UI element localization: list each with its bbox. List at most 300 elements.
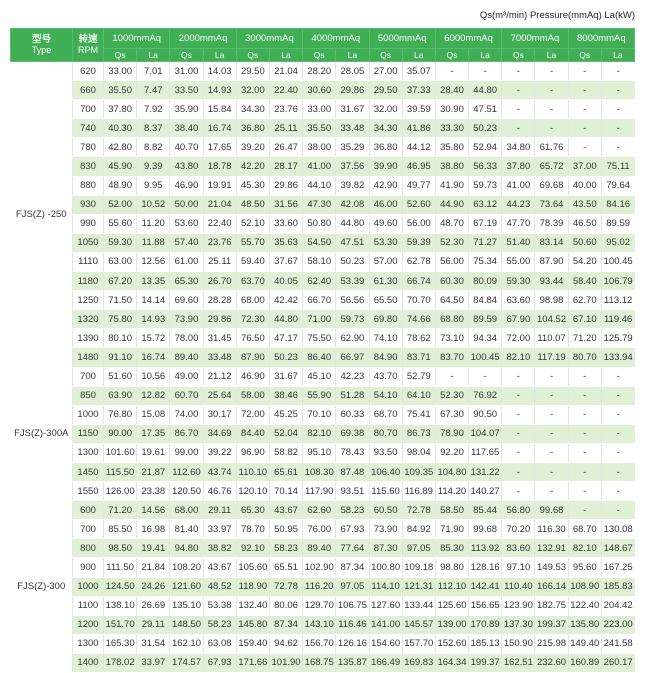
qs-value-cell: - bbox=[502, 443, 535, 462]
la-value-cell: 12.56 bbox=[137, 252, 170, 271]
qs-value-cell: 84.90 bbox=[369, 348, 402, 367]
qs-value-cell: 122.40 bbox=[568, 596, 601, 615]
la-value-cell: 131.22 bbox=[469, 462, 502, 481]
qs-value-cell: 76.50 bbox=[236, 329, 269, 348]
rpm-cell: 1450 bbox=[73, 462, 104, 481]
qs-value-cell: 91.10 bbox=[104, 348, 137, 367]
la-value-cell: 29.11 bbox=[137, 615, 170, 634]
la-value-cell: 132.91 bbox=[535, 539, 568, 558]
la-value-cell: 50.95 bbox=[269, 520, 302, 539]
qs-value-cell: 50.00 bbox=[170, 195, 203, 214]
qs-value-cell: 57.40 bbox=[170, 233, 203, 252]
qs-value-cell: 115.60 bbox=[369, 482, 402, 501]
qs-value-cell: 72.30 bbox=[236, 310, 269, 329]
la-value-cell: 26.47 bbox=[269, 138, 302, 157]
la-value-cell: 78.43 bbox=[336, 443, 369, 462]
la-value-cell: 14.03 bbox=[203, 62, 236, 81]
units-caption: Qs(m³/min) Pressure(mmAq) La(kW) bbox=[479, 10, 635, 21]
la-value-cell: 63.12 bbox=[469, 195, 502, 214]
la-value-cell: 11.88 bbox=[137, 233, 170, 252]
la-value-cell: 89.59 bbox=[469, 310, 502, 329]
la-value-cell: 87.34 bbox=[269, 615, 302, 634]
qs-value-cell: 67.90 bbox=[502, 310, 535, 329]
la-value-cell: 9.39 bbox=[137, 157, 170, 176]
qs-value-cell: 139.00 bbox=[435, 615, 468, 634]
qs-value-cell: 27.00 bbox=[369, 62, 402, 81]
la-value-cell: - bbox=[535, 81, 568, 100]
qs-value-cell: 151.70 bbox=[104, 615, 137, 634]
la-value-cell: 66.74 bbox=[402, 272, 435, 291]
la-value-cell: 14.14 bbox=[137, 291, 170, 310]
table-row bbox=[11, 233, 635, 252]
qs-value-cell: 35.90 bbox=[170, 100, 203, 119]
qs-value-cell: 63.00 bbox=[104, 252, 137, 271]
qs-value-cell: 34.30 bbox=[236, 100, 269, 119]
la-value-cell: 9.95 bbox=[137, 176, 170, 195]
qs-value-cell: 32.00 bbox=[236, 81, 269, 100]
la-value-cell: 60.33 bbox=[336, 405, 369, 424]
qs-value-cell: 73.10 bbox=[435, 329, 468, 348]
qs-value-cell: 70.20 bbox=[502, 520, 535, 539]
la-value-cell: - bbox=[469, 367, 502, 386]
la-value-cell: 119.46 bbox=[601, 310, 634, 329]
la-value-cell: 58.23 bbox=[269, 539, 302, 558]
qs-value-cell: 98.50 bbox=[104, 539, 137, 558]
table-header bbox=[11, 29, 635, 62]
table-row bbox=[11, 558, 635, 577]
qs-value-cell: 71.20 bbox=[568, 329, 601, 348]
la-value-cell: 185.13 bbox=[469, 634, 502, 653]
la-value-cell: 62.90 bbox=[336, 329, 369, 348]
qs-value-cell: 82.10 bbox=[303, 424, 336, 443]
qs-value-cell: 120.10 bbox=[236, 482, 269, 501]
qs-value-cell: 47.70 bbox=[502, 214, 535, 233]
la-value-cell: 169.83 bbox=[402, 653, 435, 672]
rpm-column-header bbox=[73, 29, 104, 62]
la-value-cell: 84.92 bbox=[402, 520, 435, 539]
la-value-cell: 58.23 bbox=[336, 501, 369, 520]
la-value-cell: - bbox=[601, 501, 634, 520]
qs-value-cell: 65.30 bbox=[236, 501, 269, 520]
qs-value-cell: 49.60 bbox=[369, 214, 402, 233]
qs-value-cell: 108.90 bbox=[568, 577, 601, 596]
type-header-en: Type bbox=[31, 45, 52, 55]
qs-value-cell: 62.70 bbox=[568, 291, 601, 310]
qs-value-cell: 56.80 bbox=[502, 501, 535, 520]
qs-value-cell: 39.90 bbox=[369, 157, 402, 176]
la-value-cell: - bbox=[601, 424, 634, 443]
la-value-cell: 99.68 bbox=[469, 520, 502, 539]
la-value-cell: 21.12 bbox=[203, 367, 236, 386]
qs-subheader: Qs bbox=[303, 49, 336, 62]
la-value-cell: - bbox=[535, 367, 568, 386]
qs-value-cell: 141.00 bbox=[369, 615, 402, 634]
qs-value-cell: 71.20 bbox=[104, 501, 137, 520]
la-value-cell: 21.87 bbox=[137, 462, 170, 481]
qs-value-cell: 137.30 bbox=[502, 615, 535, 634]
la-value-cell: 50.23 bbox=[336, 252, 369, 271]
table-row bbox=[11, 81, 635, 100]
la-value-cell: 42.42 bbox=[269, 291, 302, 310]
qs-subheader: Qs bbox=[104, 49, 137, 62]
la-value-cell: 28.28 bbox=[203, 291, 236, 310]
qs-value-cell: - bbox=[435, 367, 468, 386]
la-value-cell: 44.80 bbox=[336, 214, 369, 233]
table-row bbox=[11, 424, 635, 443]
qs-subheader: Qs bbox=[236, 49, 269, 62]
qs-value-cell: 65.50 bbox=[369, 291, 402, 310]
pressure-header: 8000mmAq bbox=[568, 29, 634, 49]
qs-value-cell: 67.10 bbox=[568, 310, 601, 329]
la-value-cell: 51.28 bbox=[336, 386, 369, 405]
table-row bbox=[11, 138, 635, 157]
qs-value-cell: 33.00 bbox=[104, 62, 137, 81]
qs-value-cell: 82.10 bbox=[568, 539, 601, 558]
table-row bbox=[11, 405, 635, 424]
la-value-cell: 21.84 bbox=[137, 558, 170, 577]
qs-value-cell: 86.40 bbox=[303, 348, 336, 367]
la-value-cell: 135.87 bbox=[336, 653, 369, 672]
qs-value-cell: 42.20 bbox=[236, 157, 269, 176]
la-value-cell: 97.05 bbox=[336, 577, 369, 596]
la-value-cell: 117.65 bbox=[469, 443, 502, 462]
la-value-cell: 21.04 bbox=[203, 195, 236, 214]
rpm-cell: 700 bbox=[73, 520, 104, 539]
qs-value-cell: 59.30 bbox=[104, 233, 137, 252]
la-value-cell: 16.74 bbox=[137, 348, 170, 367]
la-value-cell: 93.51 bbox=[336, 482, 369, 501]
qs-value-cell: 114.10 bbox=[369, 577, 402, 596]
la-value-cell: 46.76 bbox=[203, 482, 236, 501]
la-value-cell: 241.58 bbox=[601, 634, 634, 653]
qs-value-cell: 148.50 bbox=[170, 615, 203, 634]
la-value-cell: 85.44 bbox=[469, 501, 502, 520]
rpm-cell: 700 bbox=[73, 100, 104, 119]
qs-value-cell: 54.50 bbox=[303, 233, 336, 252]
la-value-cell: - bbox=[601, 405, 634, 424]
la-value-cell: 56.56 bbox=[336, 291, 369, 310]
qs-value-cell: 75.50 bbox=[303, 329, 336, 348]
rpm-cell: 1550 bbox=[73, 482, 104, 501]
qs-value-cell: 80.70 bbox=[369, 424, 402, 443]
qs-value-cell: 171.66 bbox=[236, 653, 269, 672]
la-value-cell: 24.26 bbox=[137, 577, 170, 596]
qs-value-cell: - bbox=[568, 62, 601, 81]
type-header-cn: 型号 bbox=[31, 34, 51, 45]
qs-value-cell: 30.60 bbox=[303, 81, 336, 100]
la-value-cell: 77.64 bbox=[336, 539, 369, 558]
la-value-cell: 84.84 bbox=[469, 291, 502, 310]
qs-value-cell: 165.30 bbox=[104, 634, 137, 653]
qs-value-cell: 116.20 bbox=[303, 577, 336, 596]
la-value-cell: 43.74 bbox=[203, 462, 236, 481]
rpm-cell: 930 bbox=[73, 195, 104, 214]
la-value-cell: 43.67 bbox=[269, 501, 302, 520]
qs-value-cell: 35.80 bbox=[435, 138, 468, 157]
table-row bbox=[11, 272, 635, 291]
la-value-cell: 121.31 bbox=[402, 577, 435, 596]
la-value-cell: - bbox=[535, 386, 568, 405]
qs-subheader: Qs bbox=[568, 49, 601, 62]
la-value-cell: 98.04 bbox=[402, 443, 435, 462]
qs-value-cell: 123.90 bbox=[502, 596, 535, 615]
qs-value-cell: 124.50 bbox=[104, 577, 137, 596]
table-row bbox=[11, 310, 635, 329]
qs-value-cell: - bbox=[502, 367, 535, 386]
la-value-cell: 223.00 bbox=[601, 615, 634, 634]
qs-value-cell: 38.00 bbox=[303, 138, 336, 157]
rpm-cell: 1300 bbox=[73, 443, 104, 462]
qs-value-cell: - bbox=[502, 100, 535, 119]
qs-value-cell: 45.30 bbox=[236, 176, 269, 195]
qs-value-cell: 55.00 bbox=[502, 252, 535, 271]
qs-value-cell: 162.51 bbox=[502, 653, 535, 672]
qs-value-cell: 66.70 bbox=[303, 291, 336, 310]
qs-value-cell: 52.00 bbox=[104, 195, 137, 214]
table-row bbox=[11, 501, 635, 520]
qs-value-cell: 76.80 bbox=[104, 405, 137, 424]
qs-subheader: Qs bbox=[170, 49, 203, 62]
qs-value-cell: 41.90 bbox=[435, 176, 468, 195]
qs-value-cell: 89.40 bbox=[170, 348, 203, 367]
qs-value-cell: - bbox=[568, 386, 601, 405]
la-subheader: La bbox=[601, 49, 634, 62]
la-value-cell: 109.18 bbox=[402, 558, 435, 577]
la-value-cell: 116.46 bbox=[336, 615, 369, 634]
la-value-cell: 182.75 bbox=[535, 596, 568, 615]
la-value-cell: 100.45 bbox=[601, 252, 634, 271]
table-row bbox=[11, 100, 635, 119]
qs-value-cell: 114.20 bbox=[435, 482, 468, 501]
la-value-cell: 29.86 bbox=[203, 310, 236, 329]
la-value-cell: 29.86 bbox=[336, 81, 369, 100]
la-value-cell: 7.01 bbox=[137, 62, 170, 81]
qs-value-cell: 95.10 bbox=[303, 443, 336, 462]
qs-value-cell: 52.10 bbox=[236, 214, 269, 233]
la-value-cell: 133.44 bbox=[402, 596, 435, 615]
qs-value-cell: 63.70 bbox=[236, 272, 269, 291]
la-value-cell: 99.68 bbox=[535, 501, 568, 520]
qs-value-cell: - bbox=[502, 462, 535, 481]
qs-value-cell: 174.57 bbox=[170, 653, 203, 672]
qs-value-cell: - bbox=[568, 501, 601, 520]
rpm-cell: 740 bbox=[73, 119, 104, 138]
qs-value-cell: 57.00 bbox=[369, 252, 402, 271]
la-value-cell: 69.68 bbox=[535, 176, 568, 195]
qs-value-cell: 118.90 bbox=[236, 577, 269, 596]
qs-value-cell: 120.50 bbox=[170, 482, 203, 501]
la-value-cell: 52.60 bbox=[402, 195, 435, 214]
qs-value-cell: 87.90 bbox=[236, 348, 269, 367]
qs-value-cell: 98.80 bbox=[435, 558, 468, 577]
la-value-cell: 15.84 bbox=[203, 100, 236, 119]
qs-value-cell: 149.40 bbox=[568, 634, 601, 653]
qs-value-cell: 154.60 bbox=[369, 634, 402, 653]
la-value-cell: - bbox=[601, 81, 634, 100]
qs-value-cell: 162.10 bbox=[170, 634, 203, 653]
la-value-cell: 39.82 bbox=[336, 176, 369, 195]
la-value-cell: 69.38 bbox=[336, 424, 369, 443]
la-value-cell: 34.69 bbox=[203, 424, 236, 443]
la-value-cell: 70.14 bbox=[269, 482, 302, 501]
la-value-cell: 31.67 bbox=[336, 100, 369, 119]
la-value-cell: 31.67 bbox=[269, 367, 302, 386]
qs-value-cell: 61.00 bbox=[170, 252, 203, 271]
qs-value-cell: 44.23 bbox=[502, 195, 535, 214]
la-value-cell: - bbox=[601, 443, 634, 462]
la-value-cell: 67.19 bbox=[469, 214, 502, 233]
table-row bbox=[11, 367, 635, 386]
la-value-cell: 14.56 bbox=[137, 501, 170, 520]
qs-value-cell: 82.10 bbox=[502, 348, 535, 367]
table-row bbox=[11, 520, 635, 539]
la-value-cell: 94.62 bbox=[269, 634, 302, 653]
qs-value-cell: 37.80 bbox=[104, 100, 137, 119]
qs-value-cell: 104.80 bbox=[435, 462, 468, 481]
la-value-cell: 10.56 bbox=[137, 367, 170, 386]
la-value-cell: 44.80 bbox=[469, 81, 502, 100]
type-column-header bbox=[11, 29, 73, 62]
la-value-cell: 100.45 bbox=[469, 348, 502, 367]
qs-value-cell: 71.90 bbox=[435, 520, 468, 539]
la-value-cell: - bbox=[601, 100, 634, 119]
la-value-cell: 83.14 bbox=[535, 233, 568, 252]
la-value-cell: 40.05 bbox=[269, 272, 302, 291]
table-row bbox=[11, 214, 635, 233]
la-value-cell: 157.70 bbox=[402, 634, 435, 653]
la-value-cell: 16.98 bbox=[137, 520, 170, 539]
pressure-header: 1000mmAq bbox=[104, 29, 170, 49]
la-value-cell: 50.23 bbox=[269, 348, 302, 367]
qs-value-cell: 30.90 bbox=[435, 100, 468, 119]
la-value-cell: 22.40 bbox=[203, 214, 236, 233]
qs-value-cell: - bbox=[502, 62, 535, 81]
la-value-cell: 53.39 bbox=[336, 272, 369, 291]
qs-value-cell: 75.80 bbox=[104, 310, 137, 329]
qs-value-cell: 53.30 bbox=[369, 233, 402, 252]
qs-value-cell: 54.20 bbox=[568, 252, 601, 271]
qs-value-cell: - bbox=[568, 367, 601, 386]
la-value-cell: 116.30 bbox=[535, 520, 568, 539]
la-subheader: La bbox=[469, 49, 502, 62]
qs-value-cell: 160.89 bbox=[568, 653, 601, 672]
la-value-cell: 113.92 bbox=[469, 539, 502, 558]
table-row bbox=[11, 329, 635, 348]
qs-value-cell: 35.50 bbox=[104, 81, 137, 100]
la-value-cell: 78.39 bbox=[535, 214, 568, 233]
qs-value-cell: - bbox=[568, 405, 601, 424]
qs-value-cell: 38.80 bbox=[435, 157, 468, 176]
la-value-cell: 145.57 bbox=[402, 615, 435, 634]
qs-value-cell: 59.40 bbox=[236, 252, 269, 271]
rpm-cell: 1390 bbox=[73, 329, 104, 348]
la-subheader: La bbox=[535, 49, 568, 62]
rpm-cell: 600 bbox=[73, 501, 104, 520]
table-row bbox=[11, 462, 635, 481]
la-value-cell: 67.93 bbox=[203, 653, 236, 672]
rpm-cell: 1300 bbox=[73, 634, 104, 653]
qs-value-cell: - bbox=[568, 138, 601, 157]
la-value-cell: 31.45 bbox=[203, 329, 236, 348]
table-row bbox=[11, 157, 635, 176]
la-value-cell: 199.37 bbox=[535, 615, 568, 634]
rpm-cell: 660 bbox=[73, 81, 104, 100]
pressure-header: 6000mmAq bbox=[435, 29, 501, 49]
la-value-cell: 140.27 bbox=[469, 482, 502, 501]
la-value-cell: - bbox=[535, 424, 568, 443]
la-value-cell: 33.48 bbox=[336, 119, 369, 138]
qs-value-cell: 52.30 bbox=[435, 233, 468, 252]
qs-value-cell: 44.90 bbox=[435, 195, 468, 214]
la-value-cell: 104.07 bbox=[469, 424, 502, 443]
rpm-cell: 1000 bbox=[73, 577, 104, 596]
rpm-cell: 900 bbox=[73, 558, 104, 577]
qs-value-cell: 93.50 bbox=[369, 443, 402, 462]
qs-value-cell: 99.00 bbox=[170, 443, 203, 462]
qs-subheader: Qs bbox=[502, 49, 535, 62]
qs-value-cell: 58.50 bbox=[435, 501, 468, 520]
la-value-cell: - bbox=[601, 62, 634, 81]
rpm-cell: 990 bbox=[73, 214, 104, 233]
qs-value-cell: 92.10 bbox=[236, 539, 269, 558]
la-value-cell: 98.98 bbox=[535, 291, 568, 310]
qs-value-cell: 29.50 bbox=[369, 81, 402, 100]
rpm-cell: 850 bbox=[73, 386, 104, 405]
table-row bbox=[11, 291, 635, 310]
qs-value-cell: 112.10 bbox=[435, 577, 468, 596]
la-value-cell: - bbox=[601, 138, 634, 157]
qs-value-cell: 117.90 bbox=[303, 482, 336, 501]
table-row bbox=[11, 615, 635, 634]
qs-value-cell: - bbox=[502, 405, 535, 424]
qs-value-cell: 74.00 bbox=[170, 405, 203, 424]
qs-value-cell: 70.10 bbox=[303, 405, 336, 424]
la-value-cell: 149.53 bbox=[535, 558, 568, 577]
la-value-cell: 74.66 bbox=[402, 310, 435, 329]
qs-value-cell: 40.70 bbox=[170, 138, 203, 157]
table-row bbox=[11, 634, 635, 653]
qs-value-cell: 86.70 bbox=[170, 424, 203, 443]
table-row bbox=[11, 482, 635, 501]
la-value-cell: 148.67 bbox=[601, 539, 634, 558]
la-value-cell: 52.94 bbox=[469, 138, 502, 157]
la-value-cell: 126.16 bbox=[336, 634, 369, 653]
la-value-cell: 110.07 bbox=[535, 329, 568, 348]
qs-value-cell: 68.00 bbox=[236, 291, 269, 310]
qs-value-cell: 106.40 bbox=[369, 462, 402, 481]
la-value-cell: 8.37 bbox=[137, 119, 170, 138]
la-value-cell: 29.86 bbox=[269, 176, 302, 195]
la-value-cell: 117.19 bbox=[535, 348, 568, 367]
qs-value-cell: 152.60 bbox=[435, 634, 468, 653]
la-value-cell: 42.08 bbox=[336, 195, 369, 214]
qs-value-cell: 58.00 bbox=[236, 386, 269, 405]
rpm-cell: 780 bbox=[73, 138, 104, 157]
la-value-cell: 80.06 bbox=[269, 596, 302, 615]
qs-value-cell: 48.50 bbox=[236, 195, 269, 214]
la-value-cell: 33.97 bbox=[137, 653, 170, 672]
la-value-cell: 50.23 bbox=[469, 119, 502, 138]
la-value-cell: 56.33 bbox=[469, 157, 502, 176]
qs-value-cell: 42.80 bbox=[104, 138, 137, 157]
la-value-cell: 38.82 bbox=[203, 539, 236, 558]
qs-value-cell: 127.60 bbox=[369, 596, 402, 615]
qs-value-cell: 46.90 bbox=[236, 367, 269, 386]
qs-value-cell: 89.40 bbox=[303, 539, 336, 558]
qs-value-cell: 125.60 bbox=[435, 596, 468, 615]
qs-value-cell: 121.60 bbox=[170, 577, 203, 596]
qs-value-cell: - bbox=[568, 119, 601, 138]
